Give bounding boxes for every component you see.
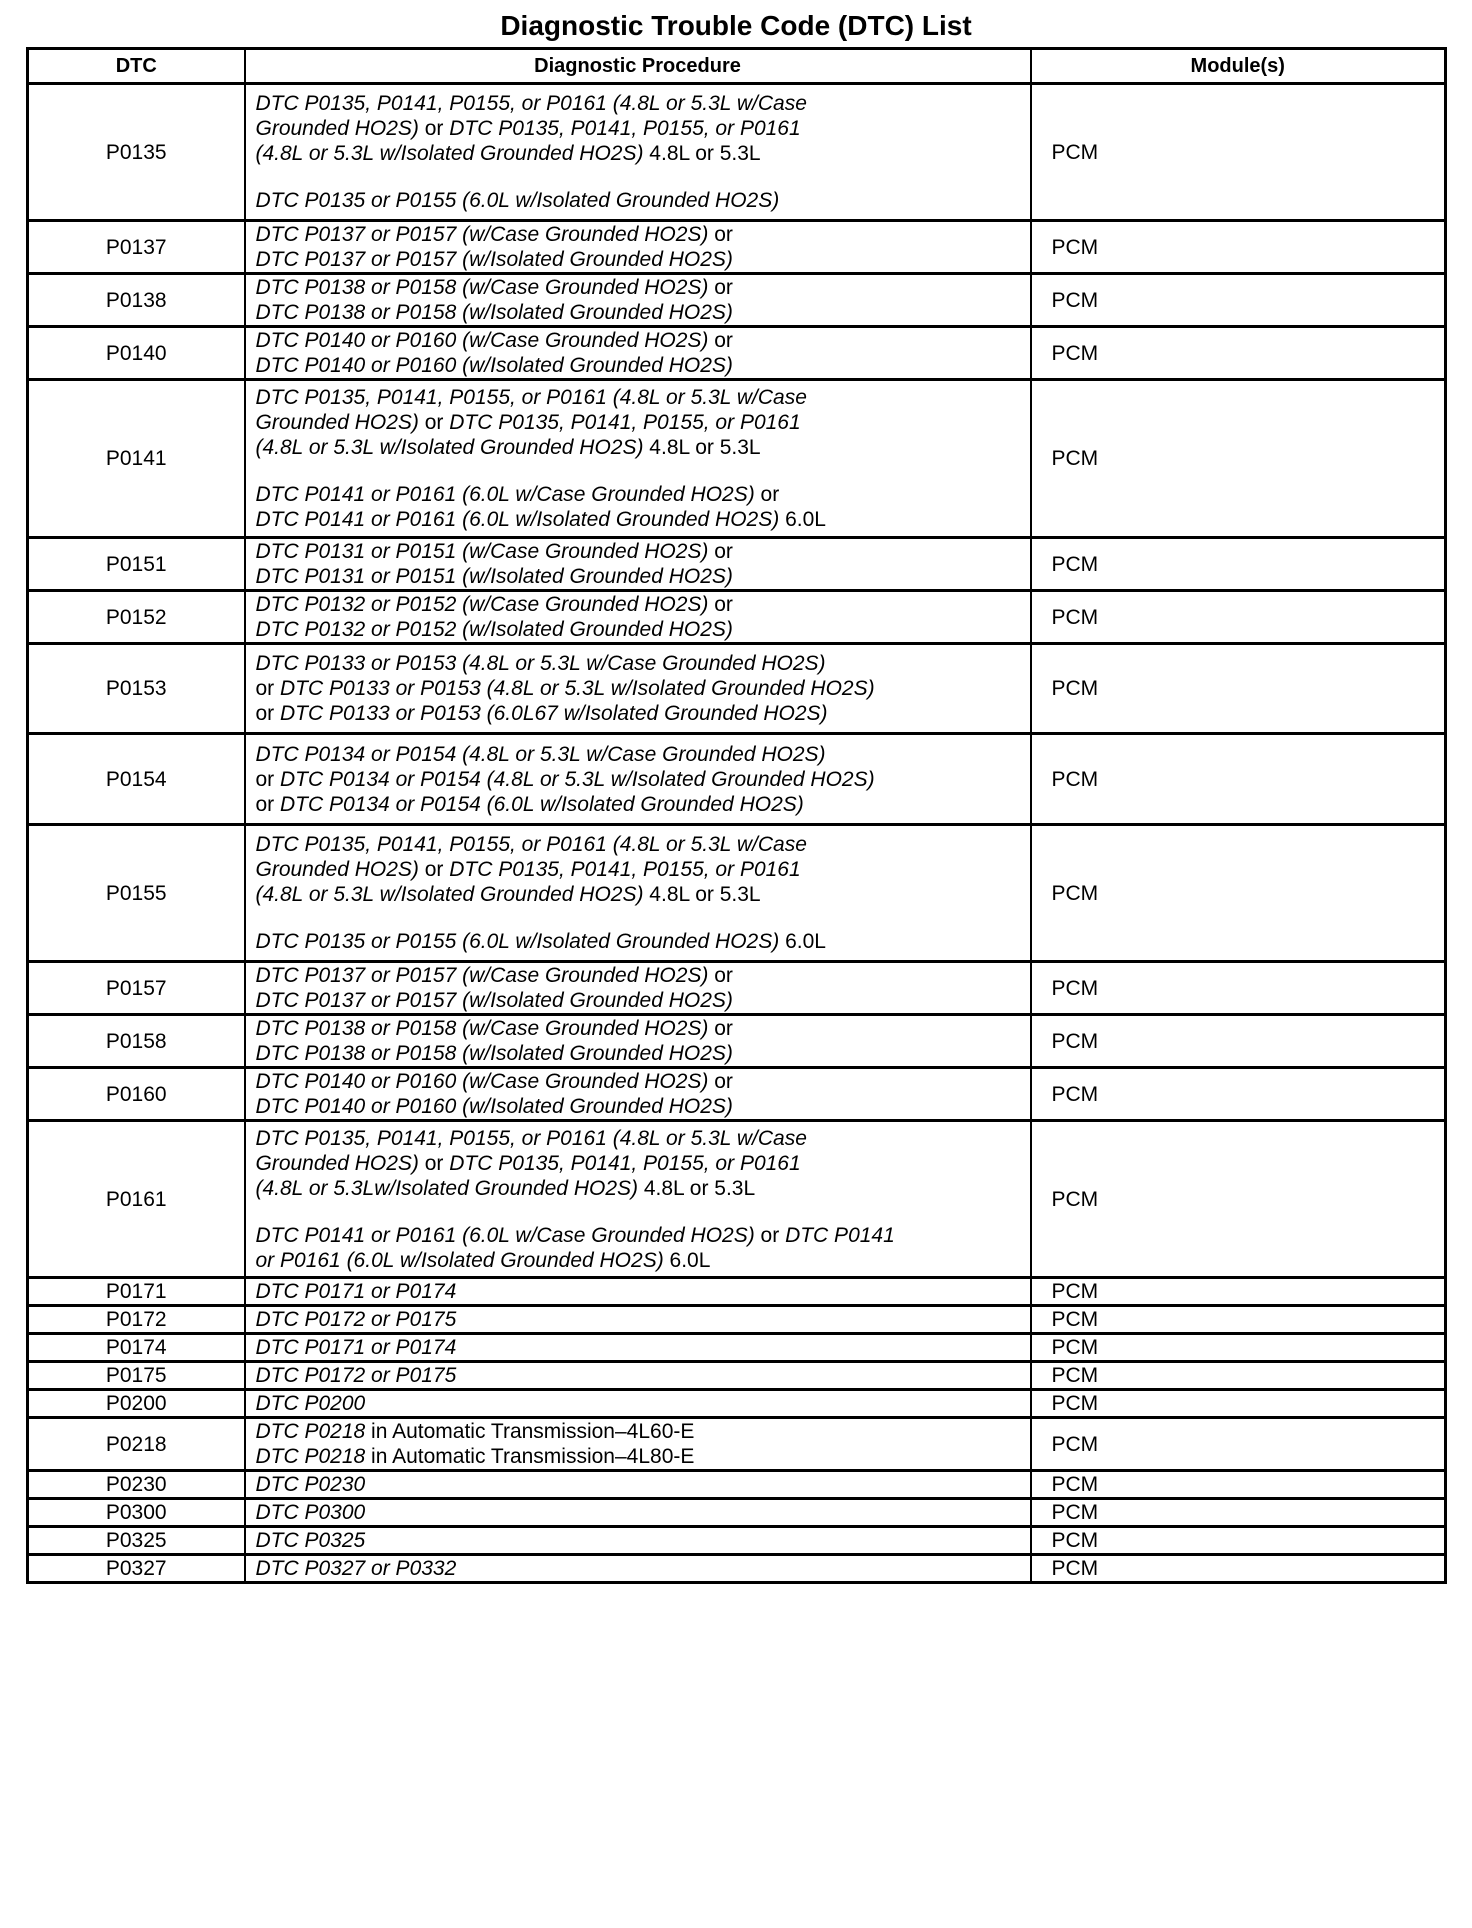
diagnostic-procedure-cell bbox=[245, 1068, 1031, 1121]
procedure-reference: Grounded HO2S) bbox=[255, 858, 419, 881]
procedure-reference: DTC P0138 or P0158 (w/Isolated Grounded HO2S) bbox=[255, 1042, 733, 1065]
table-row bbox=[28, 1306, 1446, 1334]
procedure-text: 4.8L or 5.3L bbox=[638, 1176, 756, 1200]
diagnostic-procedure-cell bbox=[245, 1471, 1031, 1499]
procedure-text: 4.8L or 5.3L bbox=[643, 142, 761, 165]
procedure-reference: DTC P0325 bbox=[255, 1529, 366, 1552]
procedure-text: or bbox=[255, 792, 281, 816]
procedure-reference: DTC P0134 or P0154 (6.0L w/Isolated Grounded HO2S) bbox=[280, 792, 804, 816]
procedure-reference: Grounded HO2S) bbox=[255, 411, 419, 434]
module-cell: PCM bbox=[1031, 644, 1446, 734]
procedure-reference: DTC P0135, P0141, P0155, or P0161 bbox=[449, 411, 801, 434]
procedure-spacer bbox=[256, 1201, 1020, 1223]
diagnostic-procedure-cell bbox=[245, 1418, 1031, 1471]
table-row bbox=[28, 825, 1446, 962]
procedure-line bbox=[256, 1094, 1020, 1119]
dtc-code-cell: P0300 bbox=[28, 1499, 245, 1527]
procedure-line bbox=[256, 592, 1020, 617]
procedure-text: or bbox=[708, 276, 733, 299]
procedure-reference: DTC P0140 or P0160 (w/Case Grounded HO2S) bbox=[255, 329, 709, 352]
table-row bbox=[28, 1390, 1446, 1418]
procedure-text: or bbox=[418, 117, 450, 140]
dtc-code-cell: P0158 bbox=[28, 1015, 245, 1068]
dtc-code-cell: P0151 bbox=[28, 538, 245, 591]
module-cell: PCM bbox=[1031, 221, 1446, 274]
module-cell: PCM bbox=[1031, 1555, 1446, 1583]
procedure-line bbox=[256, 564, 1020, 589]
diagnostic-procedure-cell bbox=[245, 1121, 1031, 1278]
diagnostic-procedure-cell bbox=[245, 1015, 1031, 1068]
procedure-line bbox=[256, 963, 1020, 988]
table-row bbox=[28, 538, 1446, 591]
procedure-line bbox=[256, 328, 1020, 353]
procedure-line bbox=[256, 507, 1020, 532]
table-row bbox=[28, 1527, 1446, 1555]
table-row bbox=[28, 734, 1446, 825]
procedure-line bbox=[256, 742, 1020, 767]
table-row bbox=[28, 1121, 1446, 1278]
module-cell: PCM bbox=[1031, 327, 1446, 380]
procedure-line bbox=[256, 222, 1020, 247]
procedure-reference: DTC P0171 or P0174 bbox=[255, 1280, 457, 1303]
procedure-reference: DTC P0141 bbox=[785, 1223, 895, 1247]
table-row bbox=[28, 1015, 1446, 1068]
procedure-line bbox=[256, 247, 1020, 272]
procedure-text: 6.0L bbox=[779, 930, 826, 953]
procedure-line bbox=[256, 410, 1020, 435]
procedure-line bbox=[256, 188, 1020, 213]
procedure-line bbox=[256, 651, 1020, 676]
module-cell: PCM bbox=[1031, 274, 1446, 327]
module-cell: PCM bbox=[1031, 591, 1446, 644]
procedure-line bbox=[256, 1069, 1020, 1094]
procedure-line bbox=[256, 1126, 1020, 1151]
procedure-reference: DTC P0218 bbox=[255, 1445, 366, 1468]
diagnostic-procedure-cell bbox=[245, 538, 1031, 591]
procedure-reference: (4.8L or 5.3L w/Isolated Grounded HO2S) bbox=[255, 142, 644, 165]
module-cell: PCM bbox=[1031, 1362, 1446, 1390]
procedure-reference: DTC P0172 or P0175 bbox=[255, 1364, 457, 1387]
dtc-table bbox=[26, 47, 1447, 1584]
procedure-reference: DTC P0141 or P0161 (6.0L w/Case Grounded HO2S) bbox=[255, 1223, 755, 1247]
procedure-line bbox=[256, 1279, 1020, 1304]
procedure-line bbox=[256, 857, 1020, 882]
procedure-reference: DTC P0327 or P0332 bbox=[255, 1557, 457, 1580]
table-row bbox=[28, 1555, 1446, 1583]
procedure-line bbox=[256, 701, 1020, 726]
procedure-line bbox=[256, 929, 1020, 954]
diagnostic-procedure-cell bbox=[245, 962, 1031, 1015]
module-cell: PCM bbox=[1031, 1306, 1446, 1334]
procedure-reference: DTC P0138 or P0158 (w/Case Grounded HO2S) bbox=[255, 276, 709, 299]
procedure-text: 4.8L or 5.3L bbox=[643, 883, 761, 906]
procedure-line bbox=[256, 792, 1020, 817]
table-row bbox=[28, 1418, 1446, 1471]
procedure-text: or bbox=[418, 1151, 450, 1175]
procedure-line bbox=[256, 1363, 1020, 1388]
procedure-spacer bbox=[256, 166, 1020, 188]
procedure-line bbox=[256, 1472, 1020, 1497]
table-row bbox=[28, 84, 1446, 221]
procedure-reference: DTC P0171 or P0174 bbox=[255, 1336, 457, 1359]
procedure-reference: DTC P0137 or P0157 (w/Case Grounded HO2S) bbox=[255, 964, 709, 987]
table-row bbox=[28, 1471, 1446, 1499]
column-header-dtc: DTC bbox=[28, 49, 245, 84]
table-body bbox=[28, 84, 1446, 1583]
table-row bbox=[28, 380, 1446, 538]
diagnostic-procedure-cell bbox=[245, 221, 1031, 274]
procedure-reference: DTC P0132 or P0152 (w/Case Grounded HO2S) bbox=[255, 593, 709, 616]
table-row bbox=[28, 644, 1446, 734]
procedure-line bbox=[256, 116, 1020, 141]
procedure-text: 6.0L bbox=[663, 1248, 711, 1272]
table-row bbox=[28, 327, 1446, 380]
dtc-code-cell: P0325 bbox=[28, 1527, 245, 1555]
table-row bbox=[28, 591, 1446, 644]
procedure-line bbox=[256, 832, 1020, 857]
table-row bbox=[28, 1068, 1446, 1121]
diagnostic-procedure-cell bbox=[245, 1390, 1031, 1418]
module-cell: PCM bbox=[1031, 538, 1446, 591]
diagnostic-procedure-cell bbox=[245, 825, 1031, 962]
procedure-line bbox=[256, 1151, 1020, 1176]
procedure-line bbox=[256, 1419, 1020, 1444]
procedure-reference: DTC P0218 bbox=[255, 1420, 366, 1443]
table-row bbox=[28, 1334, 1446, 1362]
module-cell: PCM bbox=[1031, 825, 1446, 962]
diagnostic-procedure-cell bbox=[245, 1334, 1031, 1362]
procedure-reference: DTC P0135 or P0155 (6.0L w/Isolated Grounded HO2S) bbox=[255, 189, 780, 212]
module-cell: PCM bbox=[1031, 962, 1446, 1015]
dtc-code-cell: P0172 bbox=[28, 1306, 245, 1334]
procedure-reference: DTC P0141 or P0161 (6.0L w/Case Grounded HO2S) bbox=[255, 483, 755, 506]
diagnostic-procedure-cell bbox=[245, 327, 1031, 380]
procedure-line bbox=[256, 617, 1020, 642]
table-row bbox=[28, 274, 1446, 327]
dtc-code-cell: P0175 bbox=[28, 1362, 245, 1390]
diagnostic-procedure-cell bbox=[245, 1362, 1031, 1390]
diagnostic-procedure-cell bbox=[245, 1499, 1031, 1527]
module-cell: PCM bbox=[1031, 1334, 1446, 1362]
procedure-reference: DTC P0135, P0141, P0155, or P0161 bbox=[449, 1151, 801, 1175]
procedure-line bbox=[256, 1248, 1020, 1273]
diagnostic-procedure-cell bbox=[245, 274, 1031, 327]
procedure-reference: DTC P0135, P0141, P0155, or P0161 bbox=[449, 117, 801, 140]
procedure-line bbox=[256, 1444, 1020, 1469]
diagnostic-procedure-cell bbox=[245, 591, 1031, 644]
diagnostic-procedure-cell bbox=[245, 1306, 1031, 1334]
procedure-line bbox=[256, 141, 1020, 166]
dtc-code-cell: P0138 bbox=[28, 274, 245, 327]
diagnostic-procedure-cell bbox=[245, 1278, 1031, 1306]
procedure-line bbox=[256, 1528, 1020, 1553]
module-cell: PCM bbox=[1031, 1068, 1446, 1121]
procedure-text: 6.0L bbox=[779, 508, 826, 531]
procedure-reference: (4.8L or 5.3Lw/Isolated Grounded HO2S) bbox=[255, 1176, 639, 1200]
procedure-line bbox=[256, 275, 1020, 300]
procedure-text: or bbox=[255, 702, 281, 725]
procedure-reference: DTC P0133 or P0153 (4.8L or 5.3L w/Isolated Grounded HO2S) bbox=[280, 677, 875, 700]
module-cell: PCM bbox=[1031, 1390, 1446, 1418]
table-header-row bbox=[28, 49, 1446, 84]
procedure-line bbox=[256, 1500, 1020, 1525]
procedure-text: or bbox=[708, 223, 733, 246]
procedure-reference: (4.8L or 5.3L w/Isolated Grounded HO2S) bbox=[255, 883, 644, 906]
table-row bbox=[28, 962, 1446, 1015]
procedure-text: or bbox=[418, 411, 450, 434]
procedure-line bbox=[256, 1556, 1020, 1581]
procedure-text: in Automatic Transmission–4L60-E bbox=[365, 1420, 695, 1443]
procedure-spacer bbox=[256, 907, 1020, 929]
procedure-line bbox=[256, 1307, 1020, 1332]
procedure-reference: DTC P0135 or P0155 (6.0L w/Isolated Grounded HO2S) bbox=[255, 930, 780, 953]
procedure-text: 4.8L or 5.3L bbox=[643, 436, 761, 459]
column-header-procedure: Diagnostic Procedure bbox=[245, 49, 1031, 84]
procedure-text: or bbox=[255, 677, 281, 700]
procedure-line bbox=[256, 539, 1020, 564]
module-cell: PCM bbox=[1031, 1418, 1446, 1471]
table-row bbox=[28, 1362, 1446, 1390]
procedure-reference: or P0161 (6.0L w/Isolated Grounded HO2S) bbox=[255, 1248, 664, 1272]
procedure-reference: Grounded HO2S) bbox=[255, 117, 419, 140]
table-row bbox=[28, 1278, 1446, 1306]
page-title: Diagnostic Trouble Code (DTC) List bbox=[500, 10, 972, 41]
procedure-text: or bbox=[708, 593, 733, 616]
procedure-reference: DTC P0137 or P0157 (w/Isolated Grounded HO2S) bbox=[255, 248, 733, 271]
procedure-line bbox=[256, 482, 1020, 507]
module-cell: PCM bbox=[1031, 1527, 1446, 1555]
diagnostic-procedure-cell bbox=[245, 380, 1031, 538]
procedure-reference: DTC P0131 or P0151 (w/Isolated Grounded HO2S) bbox=[255, 565, 733, 588]
procedure-reference: DTC P0135, P0141, P0155, or P0161 (4.8L or 5.3L w/Case bbox=[255, 92, 807, 115]
diagnostic-procedure-cell bbox=[245, 734, 1031, 825]
dtc-code-cell: P0152 bbox=[28, 591, 245, 644]
procedure-line bbox=[256, 676, 1020, 701]
procedure-reference: DTC P0134 or P0154 (4.8L or 5.3L w/Isolated Grounded HO2S) bbox=[280, 767, 875, 791]
column-header-modules: Module(s) bbox=[1031, 49, 1446, 84]
procedure-text: or bbox=[708, 329, 733, 352]
procedure-reference: DTC P0135, P0141, P0155, or P0161 bbox=[449, 858, 801, 881]
procedure-reference: DTC P0141 or P0161 (6.0L w/Isolated Grounded HO2S) bbox=[255, 508, 780, 531]
procedure-text: or bbox=[255, 767, 281, 791]
procedure-text: or bbox=[708, 1017, 733, 1040]
diagnostic-procedure-cell bbox=[245, 1555, 1031, 1583]
diagnostic-procedure-cell bbox=[245, 1527, 1031, 1555]
dtc-code-cell: P0174 bbox=[28, 1334, 245, 1362]
procedure-reference: DTC P0138 or P0158 (w/Case Grounded HO2S) bbox=[255, 1017, 709, 1040]
procedure-reference: DTC P0135, P0141, P0155, or P0161 (4.8L or 5.3L w/Case bbox=[255, 833, 807, 856]
procedure-line bbox=[256, 1391, 1020, 1416]
dtc-code-cell: P0230 bbox=[28, 1471, 245, 1499]
procedure-reference: Grounded HO2S) bbox=[255, 1151, 419, 1175]
procedure-reference: DTC P0230 bbox=[255, 1473, 366, 1496]
procedure-line bbox=[256, 1041, 1020, 1066]
procedure-line bbox=[256, 1223, 1020, 1248]
dtc-code-cell: P0135 bbox=[28, 84, 245, 221]
procedure-reference: DTC P0132 or P0152 (w/Isolated Grounded HO2S) bbox=[255, 618, 733, 641]
procedure-text: or bbox=[754, 1223, 786, 1247]
dtc-code-cell: P0137 bbox=[28, 221, 245, 274]
procedure-text: in Automatic Transmission–4L80-E bbox=[365, 1445, 695, 1468]
procedure-reference: DTC P0133 or P0153 (4.8L or 5.3L w/Case Grounded HO2S) bbox=[255, 652, 826, 675]
procedure-line bbox=[256, 1016, 1020, 1041]
procedure-spacer bbox=[256, 460, 1020, 482]
procedure-text: or bbox=[708, 1070, 733, 1093]
procedure-reference: DTC P0131 or P0151 (w/Case Grounded HO2S) bbox=[255, 540, 709, 563]
module-cell: PCM bbox=[1031, 1278, 1446, 1306]
dtc-code-cell: P0218 bbox=[28, 1418, 245, 1471]
dtc-code-cell: P0327 bbox=[28, 1555, 245, 1583]
procedure-text: or bbox=[418, 858, 450, 881]
dtc-code-cell: P0200 bbox=[28, 1390, 245, 1418]
module-cell: PCM bbox=[1031, 1499, 1446, 1527]
procedure-line bbox=[256, 988, 1020, 1013]
diagnostic-procedure-cell bbox=[245, 84, 1031, 221]
dtc-code-cell: P0154 bbox=[28, 734, 245, 825]
dtc-code-cell: P0157 bbox=[28, 962, 245, 1015]
procedure-reference: DTC P0135, P0141, P0155, or P0161 (4.8L or 5.3L w/Case bbox=[255, 386, 807, 409]
table-row bbox=[28, 1499, 1446, 1527]
procedure-reference: DTC P0140 or P0160 (w/Isolated Grounded HO2S) bbox=[255, 354, 733, 377]
dtc-code-cell: P0153 bbox=[28, 644, 245, 734]
procedure-line bbox=[256, 353, 1020, 378]
procedure-reference: DTC P0200 bbox=[255, 1392, 366, 1415]
module-cell: PCM bbox=[1031, 1471, 1446, 1499]
diagnostic-procedure-cell bbox=[245, 644, 1031, 734]
procedure-reference: DTC P0140 or P0160 (w/Case Grounded HO2S) bbox=[255, 1070, 709, 1093]
procedure-text: or bbox=[754, 483, 780, 506]
procedure-reference: (4.8L or 5.3L w/Isolated Grounded HO2S) bbox=[255, 436, 644, 459]
procedure-line bbox=[256, 300, 1020, 325]
dtc-code-cell: P0141 bbox=[28, 380, 245, 538]
module-cell: PCM bbox=[1031, 734, 1446, 825]
procedure-line bbox=[256, 1176, 1020, 1201]
module-cell: PCM bbox=[1031, 1121, 1446, 1278]
dtc-code-cell: P0171 bbox=[28, 1278, 245, 1306]
procedure-text: or bbox=[708, 540, 733, 563]
procedure-line bbox=[256, 767, 1020, 792]
procedure-reference: DTC P0135, P0141, P0155, or P0161 (4.8L or 5.3L w/Case bbox=[255, 1126, 807, 1150]
module-cell: PCM bbox=[1031, 380, 1446, 538]
dtc-code-cell: P0161 bbox=[28, 1121, 245, 1278]
procedure-reference: DTC P0137 or P0157 (w/Isolated Grounded HO2S) bbox=[255, 989, 733, 1012]
module-cell: PCM bbox=[1031, 84, 1446, 221]
procedure-reference: DTC P0300 bbox=[255, 1501, 366, 1524]
dtc-code-cell: P0140 bbox=[28, 327, 245, 380]
procedure-reference: DTC P0133 or P0153 (6.0L67 w/Isolated Grounded HO2S) bbox=[280, 702, 828, 725]
procedure-text: or bbox=[708, 964, 733, 987]
procedure-reference: DTC P0172 or P0175 bbox=[255, 1308, 457, 1331]
table-row bbox=[28, 221, 1446, 274]
dtc-code-cell: P0155 bbox=[28, 825, 245, 962]
module-cell: PCM bbox=[1031, 1015, 1446, 1068]
procedure-reference: DTC P0140 or P0160 (w/Isolated Grounded HO2S) bbox=[255, 1095, 733, 1118]
procedure-line bbox=[256, 91, 1020, 116]
procedure-reference: DTC P0134 or P0154 (4.8L or 5.3L w/Case Grounded HO2S) bbox=[255, 742, 826, 766]
procedure-reference: DTC P0137 or P0157 (w/Case Grounded HO2S) bbox=[255, 223, 709, 246]
procedure-line bbox=[256, 435, 1020, 460]
dtc-code-cell: P0160 bbox=[28, 1068, 245, 1121]
procedure-line bbox=[256, 385, 1020, 410]
procedure-reference: DTC P0138 or P0158 (w/Isolated Grounded HO2S) bbox=[255, 301, 733, 324]
procedure-line bbox=[256, 1335, 1020, 1360]
procedure-line bbox=[256, 882, 1020, 907]
